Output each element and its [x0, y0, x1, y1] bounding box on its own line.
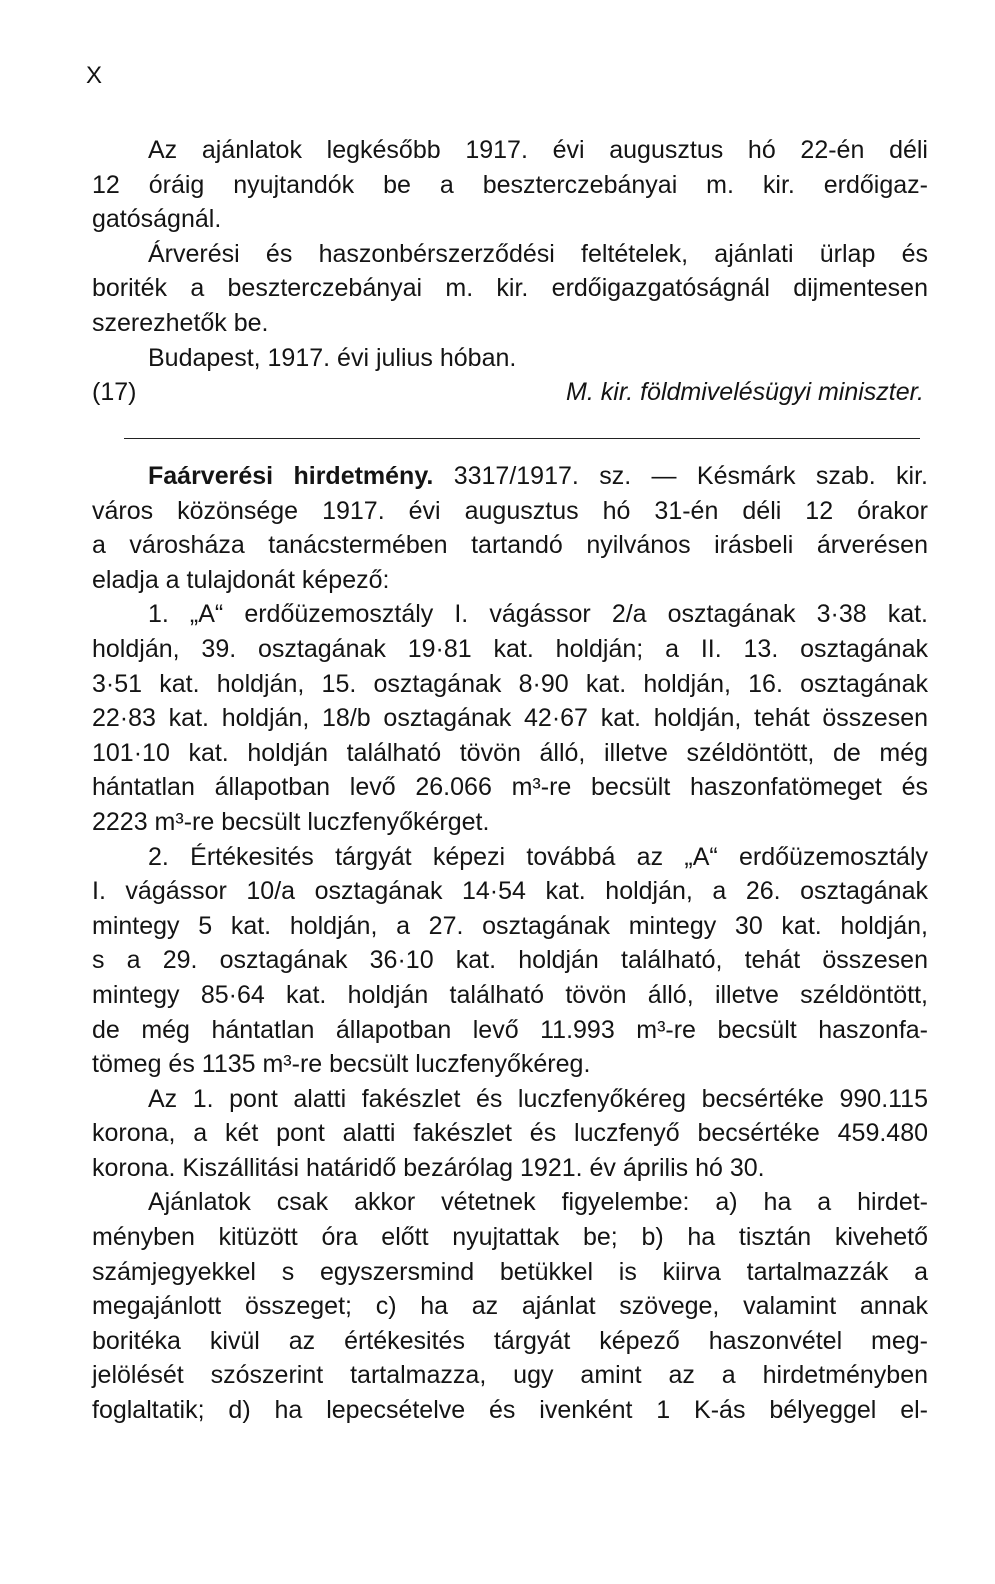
text-line: 1. „A“ erdőüzemosztály I. vágássor 2/a osztagának 3·38 kat.	[148, 600, 928, 629]
reference-number: (17)	[92, 378, 137, 407]
section-divider	[124, 438, 920, 439]
text-line: 22·83 kat. holdján, 18/b osztagának 42·67 kat. holdján, tehát összesen	[92, 704, 928, 733]
date-line: Budapest, 1917. évi julius hóban.	[148, 343, 517, 372]
text-line: korona. Kiszállitási határidő bezárólag 1921. év április hó 30.	[92, 1153, 765, 1182]
text-line: hántatlan állapotban levő 26.066 m³-re becsült haszonfatömeget és	[92, 773, 928, 802]
text-line: város közönsége 1917. évi augusztus hó 31-én déli 12 órakor	[92, 496, 928, 525]
text-line: 2. Értékesités tárgyát képezi továbbá az „A“ erdőüzemosztály	[148, 842, 928, 871]
text-line: ményben kitüzött óra előtt nyujtattak be; b) ha tisztán kivehető	[92, 1223, 928, 1252]
text-line: mintegy 85·64 kat. holdján található tövön álló, illetve széldöntött,	[92, 980, 928, 1009]
text-line: tömeg és 1135 m³-re becsült luczfenyőkéreg.	[92, 1050, 591, 1079]
text-line: gatóságnál.	[92, 205, 222, 234]
text-line: szerezhetők be.	[92, 308, 269, 337]
text-line: megajánlott összeget; c) ha az ajánlat szövege, valamint annak	[92, 1292, 928, 1321]
notice-reference: 3317/1917. sz. — Késmárk szab. kir.	[433, 462, 929, 490]
text-line: a városháza tanácstermében tartandó nyilvános irásbeli árverésen	[92, 531, 928, 560]
text-line: 101·10 kat. holdján található tövön álló, illetve széldöntött, de még	[92, 738, 928, 767]
page-number: X	[86, 62, 103, 89]
text-line: 3·51 kat. holdján, 15. osztagának 8·90 kat. holdján, 16. osztagának	[92, 669, 928, 698]
text-line: számjegyekkel s egyszersmind betükkel is kiirva tartalmazzák a	[92, 1257, 928, 1286]
notice-heading-line	[92, 459, 928, 494]
signature-line	[92, 375, 928, 410]
text-line: Ajánlatok csak akkor vétetnek figyelembe: a) ha a hirdet-	[148, 1188, 928, 1217]
text-line: s a 29. osztagának 36·10 kat. holdján található, tehát összesen	[92, 946, 928, 975]
timber-auction-notice	[92, 459, 928, 1428]
tender-notice-forestry	[92, 133, 928, 410]
text-line: Az 1. pont alatti fakészlet és luczfenyőkéreg becsértéke 990.115	[148, 1084, 928, 1113]
notice-heading: Faárverési hirdetmény.	[148, 462, 434, 490]
text-line: mintegy 5 kat. holdján, a 27. osztagának mintegy 30 kat. holdján,	[92, 911, 928, 940]
text-line: foglaltatik; d) ha lepecsételve és ivenként 1 K-ás bélyeggel el-	[92, 1396, 928, 1425]
text-line: Árverési és haszonbérszerződési feltételek, ajánlati ürlap és	[148, 239, 928, 268]
signing-authority: M. kir. földmivelésügyi miniszter.	[566, 378, 924, 407]
text-line: holdján, 39. osztagának 19·81 kat. holdján; a II. 13. osztagának	[92, 634, 928, 663]
text-line: Az ajánlatok legkésőbb 1917. évi augusztus hó 22-én déli	[148, 136, 928, 164]
text-line: eladja a tulajdonát képező:	[92, 565, 390, 594]
text-line: I. vágássor 10/a osztagának 14·54 kat. holdján, a 26. osztagának	[92, 877, 928, 906]
text-line: korona, a két pont alatti fakészlet és luczfenyő becsértéke 459.480	[92, 1119, 928, 1148]
text-line: de még hántatlan állapotban levő 11.993 m³-re becsült haszonfa-	[92, 1015, 928, 1044]
text-line: 12 óráig nyujtandók be a beszterczebányai m. kir. erdőigaz-	[92, 170, 928, 199]
text-line: boriték a beszterczebányai m. kir. erdőigazgatóságnál dijmentesen	[92, 274, 928, 303]
text-line: 2223 m³-re becsült luczfenyőkérget.	[92, 807, 490, 836]
text-line: boritéka kivül az értékesités tárgyát képező haszonvétel meg-	[92, 1326, 928, 1355]
text-line: jelölését szószerint tartalmazza, ugy amint az a hirdetményben	[92, 1361, 928, 1390]
